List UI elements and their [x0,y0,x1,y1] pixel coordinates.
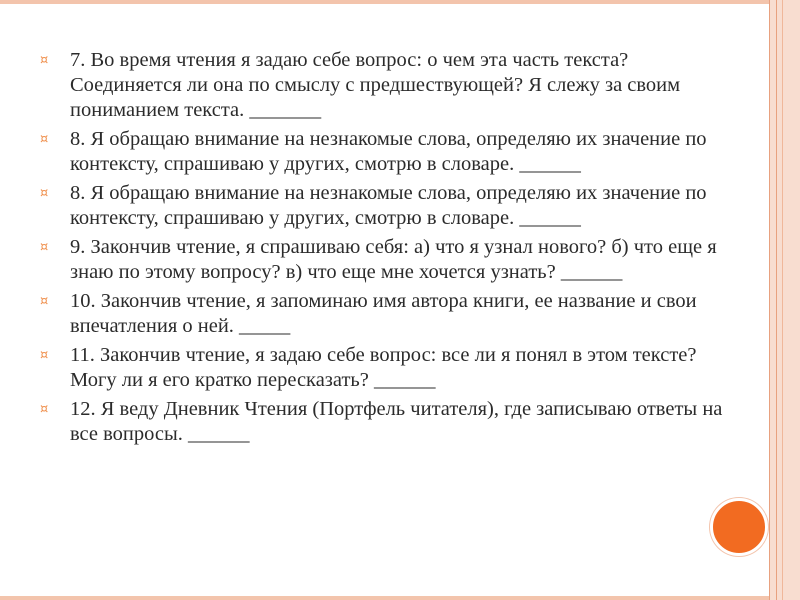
list-item-text: 10. Закончив чтение, я запоминаю имя автора книги, ее название и свои впечатления о ней. _____ [70,290,697,337]
bullet-list [40,48,740,451]
list-item-text: 8. Я обращаю внимание на незнакомые слова, определяю их значение по контексту, спрашиваю у других, смотрю в словаре. ______ [70,128,707,175]
list-item-text: 9. Закончив чтение, я спрашиваю себя: а) что я узнал нового? б) что еще я знаю по этому вопросу? в) что еще мне хочется узнать? ______ [70,236,717,283]
bullet-icon: ¤ [40,402,49,417]
list-item [40,48,740,123]
list-item [40,127,740,177]
list-item [40,181,740,231]
bullet-icon: ¤ [40,53,49,68]
bullet-icon: ¤ [40,132,49,147]
list-item [40,235,740,285]
list-item [40,397,740,447]
list-item [40,289,740,339]
bullet-icon: ¤ [40,240,49,255]
list-item-text: 12. Я веду Дневник Чтения (Портфель читателя), где записываю ответы на все вопросы. ______ [70,398,723,445]
list-item-text: 8. Я обращаю внимание на незнакомые слова, определяю их значение по контексту, спрашиваю у других, смотрю в словаре. ______ [70,182,707,229]
bullet-icon: ¤ [40,294,49,309]
orange-circle-decoration [710,498,768,556]
list-item-text: 7. Во время чтения я задаю себе вопрос: о чем эта часть текста? Соединяется ли она по смыслу с предшествующей? Я слежу за своим пониманием текста. _______ [70,49,681,121]
list-item-text: 11. Закончив чтение, я задаю себе вопрос: все ли я понял в этом тексте? Могу ли я его кратко пересказать? ______ [70,344,697,391]
bottom-border [0,596,769,600]
bullet-icon: ¤ [40,186,49,201]
bullet-icon: ¤ [40,348,49,363]
accent-strip [769,0,800,600]
top-border [0,0,769,4]
list-item [40,343,740,393]
